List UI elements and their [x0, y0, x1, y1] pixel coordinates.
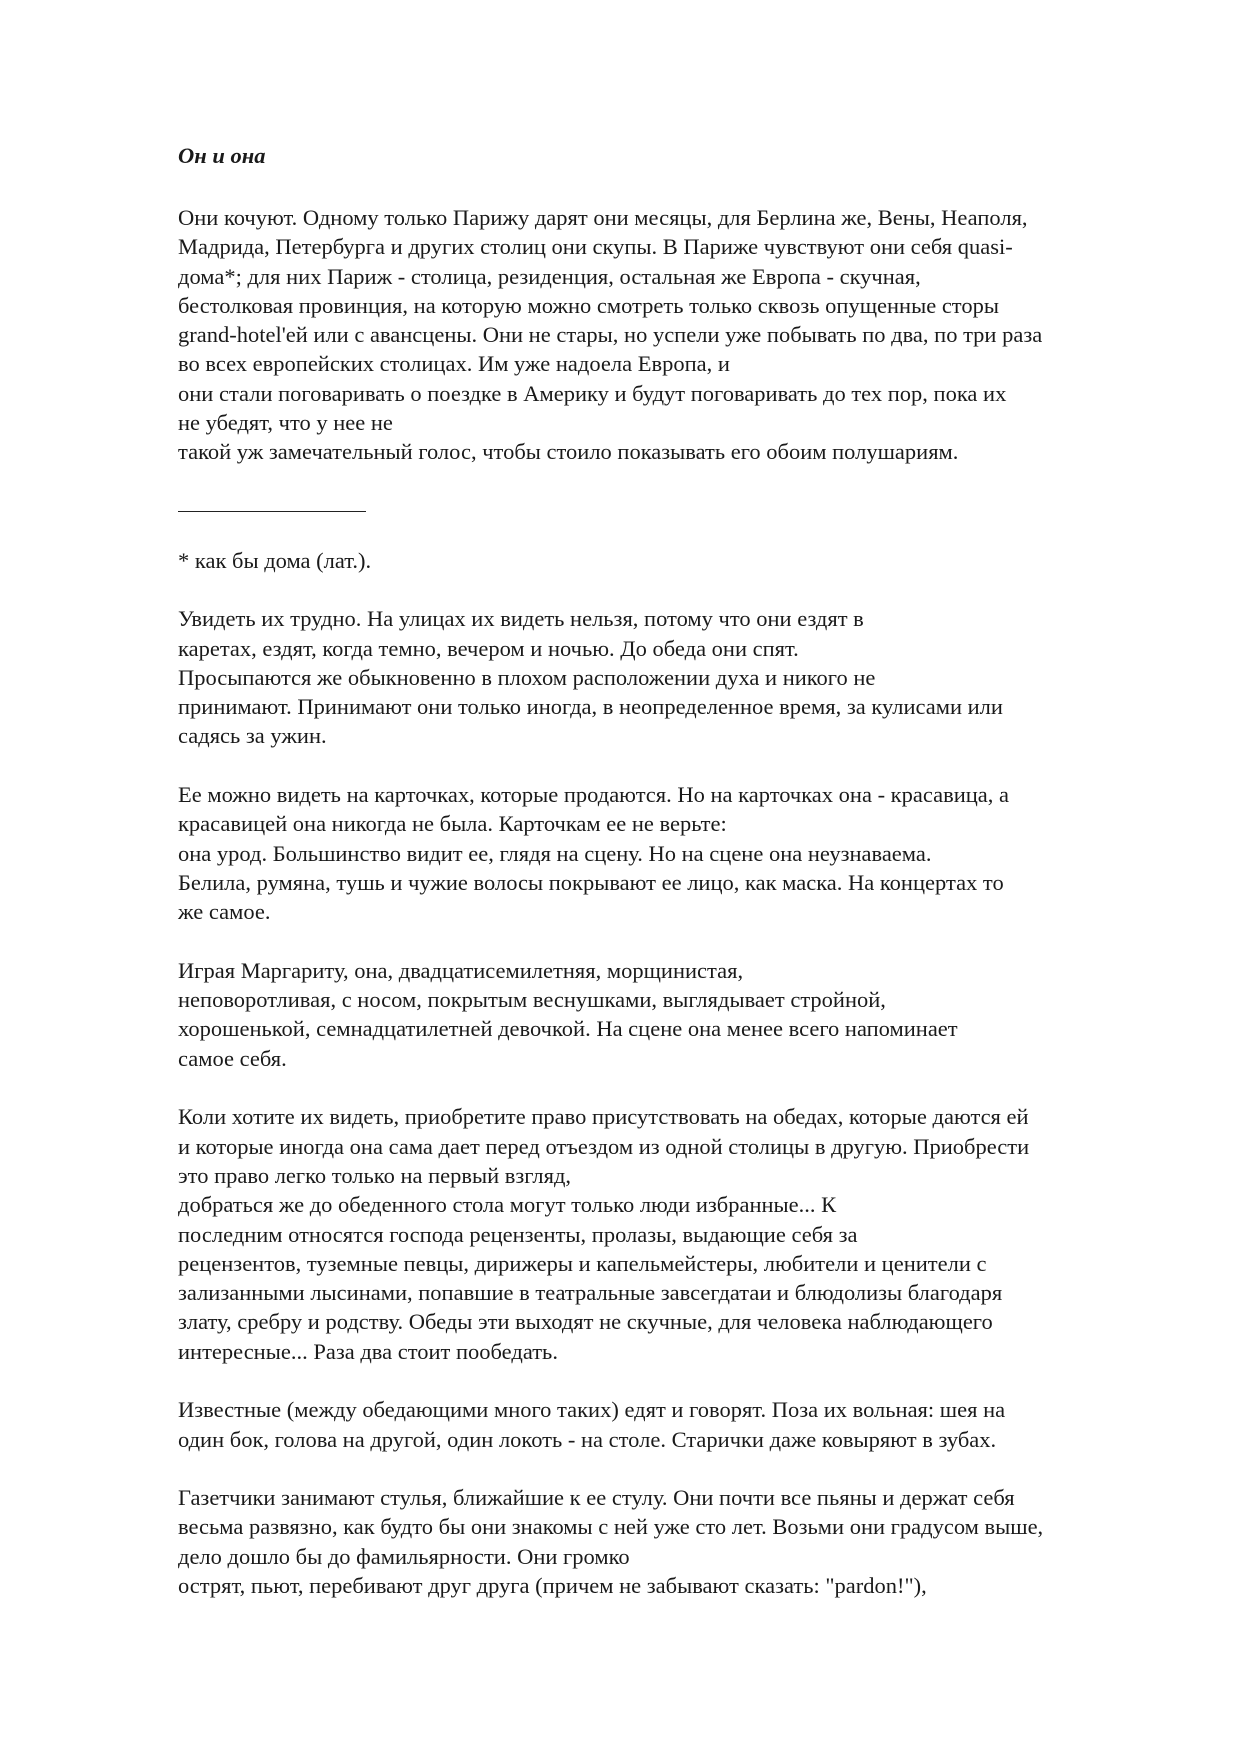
text-line: такой уж замечательный голос, чтобы стоило показывать его обоим полушариям. — [178, 439, 959, 465]
text-line: зализанными лысинами, попавшие в театральные завсегдатаи и блюдолизы благодаря — [178, 1280, 1003, 1306]
text-line: во всех европейских столицах. Им уже надоела Европа, и — [178, 351, 730, 377]
text-line: Увидеть их трудно. На улицах их видеть нельзя, потому что они ездят в — [178, 606, 864, 632]
text-line: дело дошло бы до фамильярности. Они громко — [178, 1543, 630, 1569]
text-line: последним относятся господа рецензенты, пролазы, выдающие себя за — [178, 1221, 858, 1247]
text-line: Они кочуют. Одному только Парижу дарят они месяцы, для Берлина же, Вены, Неаполя, — [178, 205, 1028, 230]
text-line: grand-hotel'ей или с авансцены. Они не стары, но успели уже побывать по два, по три раза — [178, 322, 1043, 348]
text-line: она урод. Большинство видит ее, глядя на сцену. Но на сцене она неузнаваема. — [178, 840, 932, 866]
text-line: Известные (между обедающими много таких) едят и говорят. Поза их вольная: шея на — [178, 1397, 1006, 1423]
text-line: неповоротливая, с носом, покрытым веснушками, выглядывает стройной, — [178, 987, 886, 1013]
text-line: это право легко только на первый взгляд, — [178, 1162, 572, 1188]
document-page — [178, 141, 1163, 1600]
text-line: злату, сребру и родству. Обеды эти выходят не скучные, для человека наблюдающего — [178, 1309, 993, 1335]
text-line: самое себя. — [178, 1045, 287, 1071]
text-line: хорошенькой, семнадцатилетней девочкой. На сцене она менее всего напоминает — [178, 1016, 958, 1042]
footnote: * как бы дома (лат.). — [178, 547, 372, 573]
text-line: Просыпаются же обыкновенно в плохом расположении духа и никого не — [178, 664, 876, 690]
text-line: не убедят, что у нее не — [178, 410, 393, 436]
document-title: Он и она — [178, 143, 266, 168]
text-line: добраться же до обеденного стола могут только люди избранные... К — [178, 1192, 837, 1218]
text-line: Газетчики занимают стулья, ближайшие к ее стулу. Они почти все пьяны и держат себя — [178, 1485, 1015, 1511]
paragraph-5 — [178, 1102, 1163, 1366]
text-line: весьма развязно, как будто бы они знакомы с ней уже сто лет. Возьми они градусом выше, — [178, 1514, 1044, 1540]
paragraph-6 — [178, 1395, 1163, 1454]
text-line: Ее можно видеть на карточках, которые продаются. Но на карточках она - красавица, а — [178, 782, 1010, 808]
text-line: рецензентов, туземные певцы, дирижеры и капельмейстеры, любители и ценители с — [178, 1250, 987, 1276]
text-line: принимают. Принимают они только иногда, в неопределенное время, за кулисами или — [178, 694, 1003, 720]
text-line: интересные... Раза два стоит пообедать. — [178, 1338, 558, 1364]
paragraph-1 — [178, 203, 1163, 467]
text-line: Белила, румяна, тушь и чужие волосы покрывают ее лицо, как маска. На концертах то — [178, 869, 1004, 895]
text-line: садясь за ужин. — [178, 723, 327, 749]
paragraph-7 — [178, 1483, 1163, 1600]
text-line: острят, пьют, перебивают друг друга (причем не забывают сказать: "pardon!"), — [178, 1573, 927, 1599]
text-line: красавицей она никогда не была. Карточкам ее не верьте: — [178, 811, 727, 837]
paragraph-4 — [178, 956, 1163, 1073]
text-line: и которые иногда она сама дает перед отъездом из одной столицы в другую. Приобрести — [178, 1133, 1030, 1159]
text-line: Коли хотите их видеть, приобретите право присутствовать на обедах, которые даются ей — [178, 1104, 1029, 1130]
text-line: один бок, голова на другой, один локоть - на столе. Старички даже ковыряют в зубах. — [178, 1426, 997, 1452]
text-line: они стали поговаривать о поездке в Америку и будут поговаривать до тех пор, пока их — [178, 380, 1007, 406]
text-line: же самое. — [178, 899, 271, 925]
text-line: каретах, ездят, когда темно, вечером и ночью. До обеда они спят. — [178, 635, 799, 661]
text-line: Играя Маргариту, она, двадцатисемилетняя, морщинистая, — [178, 957, 744, 983]
text-line: Мадрида, Петербурга и других столиц они скупы. В Париже чувствуют они себя quasi- — [178, 234, 1013, 260]
text-line: дома*; для них Париж - столица, резиденция, остальная же Европа - скучная, — [178, 263, 921, 289]
text-line: бестолковая провинция, на которую можно смотреть только сквозь опущенные сторы — [178, 292, 999, 318]
paragraph-2 — [178, 604, 1163, 750]
paragraph-3 — [178, 780, 1163, 926]
